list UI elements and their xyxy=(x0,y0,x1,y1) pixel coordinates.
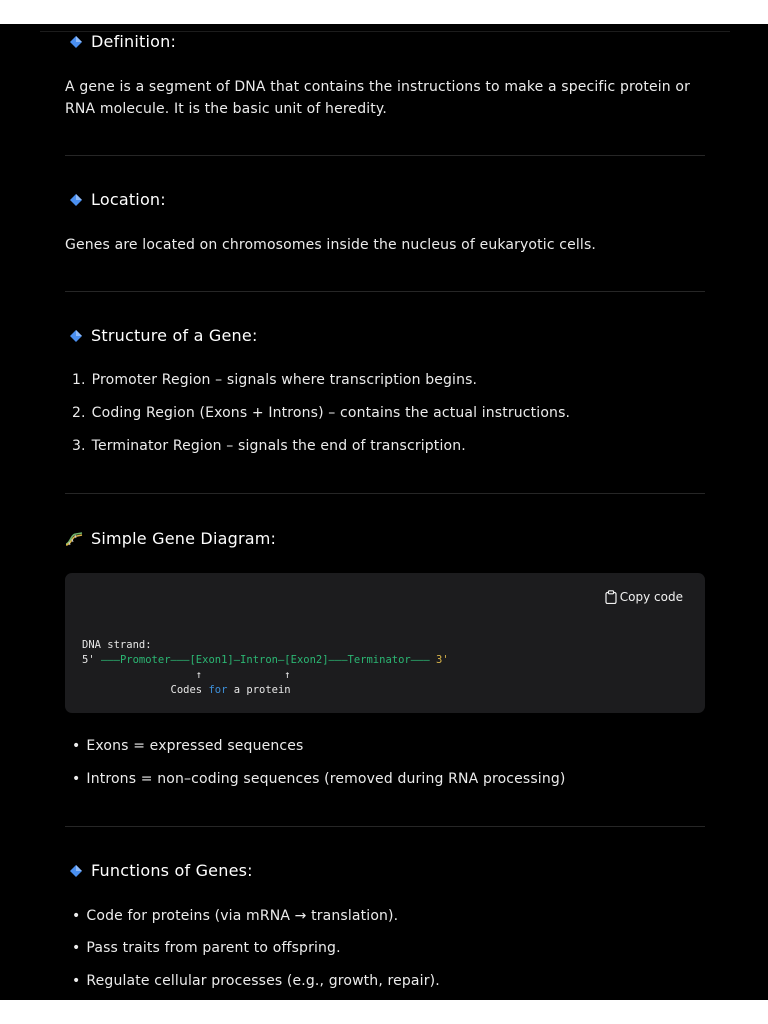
dna-icon xyxy=(65,532,83,545)
clipboard-icon xyxy=(605,590,617,604)
code-content xyxy=(82,638,449,698)
structure-heading xyxy=(69,326,258,345)
functions-heading xyxy=(69,861,253,880)
divider xyxy=(65,826,705,827)
blue-diamond-icon xyxy=(69,35,82,48)
blue-diamond-icon xyxy=(69,193,82,206)
code-line: ↑ ↑ xyxy=(82,669,291,681)
location-text: Genes are located on chromosomes inside the nucleus of eukaryotic cells. xyxy=(65,237,597,253)
list-item: • Code for proteins (via mRNA → translation). xyxy=(72,908,399,924)
divider xyxy=(65,291,705,292)
definition-title: Definition: xyxy=(91,32,177,51)
code-line: DNA strand: xyxy=(82,639,152,651)
list-item: • Introns = non–coding sequences (removed during RNA processing) xyxy=(72,771,566,787)
list-item: • Regulate cellular processes (e.g., growth, repair). xyxy=(72,973,440,989)
list-item: • Exons = expressed sequences xyxy=(72,738,304,754)
code-line: 5' ———Promoter———[Exon1]—Intron—[Exon2]———Terminator——— 3' xyxy=(82,654,449,666)
location-title: Location: xyxy=(91,190,166,209)
location-heading xyxy=(69,190,166,209)
divider xyxy=(65,155,705,156)
code-block xyxy=(65,573,705,713)
functions-title: Functions of Genes: xyxy=(91,861,253,880)
definition-text: A gene is a segment of DNA that contains the instructions to make a specific protein or RNA molecule. It is the basic unit of heredity. xyxy=(65,79,691,117)
definition-heading xyxy=(69,32,176,51)
list-item: • Pass traits from parent to offspring. xyxy=(72,940,341,956)
chat-response-screen xyxy=(0,24,768,1000)
blue-diamond-icon xyxy=(69,329,82,342)
code-line: Codes for a protein xyxy=(82,684,291,696)
structure-title: Structure of a Gene: xyxy=(91,326,258,345)
blue-diamond-icon xyxy=(69,864,82,877)
copy-code-button[interactable] xyxy=(605,590,683,604)
diagram-heading xyxy=(65,529,276,548)
list-item: 2. Coding Region (Exons + Introns) – contains the actual instructions. xyxy=(72,405,571,421)
list-item: 3. Terminator Region – signals the end of transcription. xyxy=(72,438,466,454)
list-item: 1. Promoter Region – signals where transcription begins. xyxy=(72,372,478,388)
diagram-title: Simple Gene Diagram: xyxy=(91,529,277,548)
copy-code-label: Copy code xyxy=(619,590,683,604)
divider xyxy=(65,493,705,494)
